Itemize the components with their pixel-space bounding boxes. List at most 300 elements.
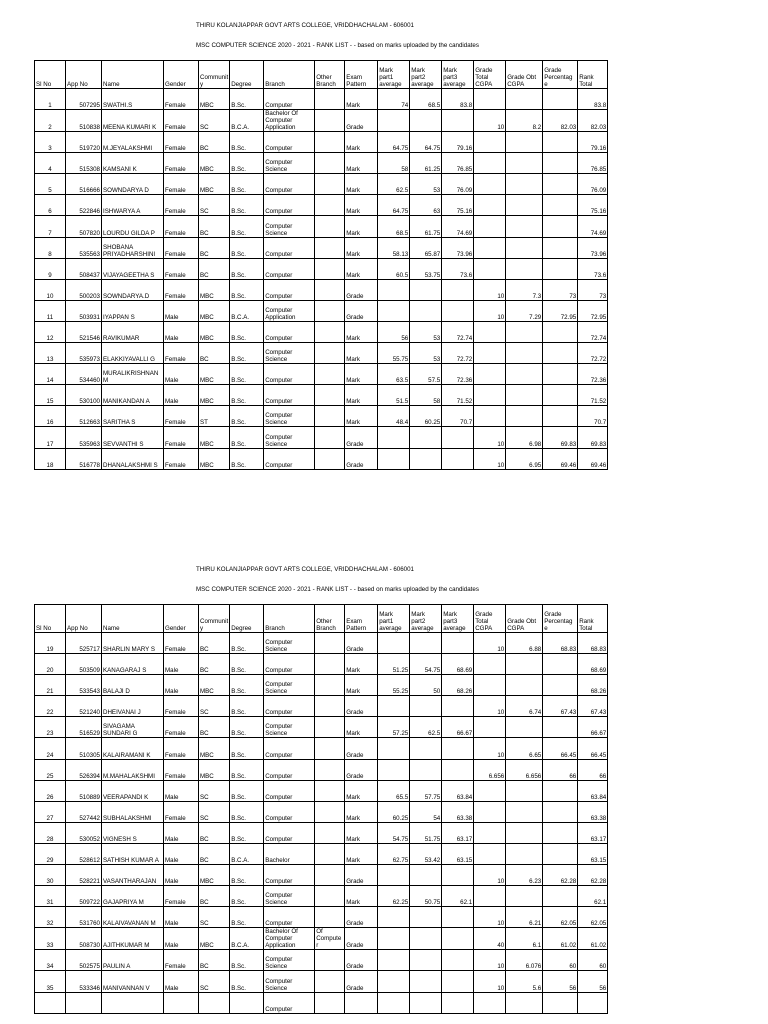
- cell-sl: 34: [35, 950, 66, 971]
- cell-other: [315, 448, 345, 469]
- cell-sl: 29: [35, 843, 66, 864]
- cell-community: BC: [199, 216, 230, 237]
- cell-m2: 58: [410, 385, 442, 406]
- cell-rank: 76.09: [578, 174, 608, 195]
- cell-rank: 75.16: [578, 195, 608, 216]
- cell-m3: [442, 992, 474, 1013]
- cell-gpct: 72.95: [543, 300, 578, 321]
- cell-degree: B.Sc.: [230, 950, 264, 971]
- cell-gobt: 6.23: [506, 865, 543, 886]
- cell-app: 530052: [66, 822, 102, 843]
- cell-gender: Female: [164, 195, 199, 216]
- cell-m1: 60.25: [378, 801, 410, 822]
- cell-gender: Male: [164, 385, 199, 406]
- cell-gobt: [506, 886, 543, 907]
- cell-community: BC: [199, 237, 230, 258]
- cell-app: 522846: [66, 195, 102, 216]
- cell-sl: 27: [35, 801, 66, 822]
- cell-gtotal: 10: [474, 448, 506, 469]
- cell-degree: B.Sc.: [230, 321, 264, 342]
- cell-degree: B.Sc.: [230, 654, 264, 675]
- cell-sl: 22: [35, 696, 66, 717]
- cell-other: [315, 89, 345, 110]
- cell-gpct: 67.43: [543, 696, 578, 717]
- table-row: [35, 174, 608, 195]
- cell-m2: 62.5: [410, 717, 442, 738]
- cell-name: GAJAPRIYA M: [102, 886, 164, 907]
- cell-community: BC: [199, 717, 230, 738]
- cell-m1: [378, 279, 410, 300]
- cell-gobt: [506, 343, 543, 364]
- cell-rank: 63.15: [578, 843, 608, 864]
- column-header-m1: Mark part1 average: [378, 61, 410, 89]
- cell-gtotal: [474, 780, 506, 801]
- cell-gpct: [543, 780, 578, 801]
- cell-rank: 76.85: [578, 153, 608, 174]
- cell-m2: 60.25: [410, 406, 442, 427]
- cell-gpct: [543, 654, 578, 675]
- cell-gtotal: [474, 132, 506, 153]
- cell-gtotal: 10: [474, 738, 506, 759]
- cell-community: BC: [199, 843, 230, 864]
- cell-branch: Computer: [264, 448, 315, 469]
- cell-gpct: 69.46: [543, 448, 578, 469]
- cell-name: DHEIVANAI J: [102, 696, 164, 717]
- cell-branch: Computer Science: [264, 971, 315, 992]
- cell-gobt: 6.95: [506, 448, 543, 469]
- cell-sl: 2: [35, 110, 66, 132]
- cell-app: 510889: [66, 780, 102, 801]
- cell-rank: 82.03: [578, 110, 608, 132]
- table-row: [35, 153, 608, 174]
- cell-app: 510305: [66, 738, 102, 759]
- cell-app: 502575: [66, 950, 102, 971]
- cell-m3: [442, 279, 474, 300]
- cell-other: [315, 759, 345, 780]
- cell-degree: B.Sc.: [230, 633, 264, 654]
- table-row: [35, 321, 608, 342]
- cell-gpct: [543, 992, 578, 1013]
- cell-gtotal: [474, 886, 506, 907]
- cell-sl: 11: [35, 300, 66, 321]
- cell-m1: [378, 738, 410, 759]
- cell-m3: 79.16: [442, 132, 474, 153]
- cell-m2: [410, 427, 442, 448]
- cell-gtotal: [474, 717, 506, 738]
- cell-app: 534460: [66, 364, 102, 385]
- cell-app: 525717: [66, 633, 102, 654]
- cell-branch: Computer: [264, 865, 315, 886]
- cell-app: 535963: [66, 427, 102, 448]
- cell-m2: [410, 950, 442, 971]
- cell-app: 509722: [66, 886, 102, 907]
- cell-gtotal: [474, 258, 506, 279]
- cell-degree: B.Sc.: [230, 759, 264, 780]
- cell-gobt: 6.076: [506, 950, 543, 971]
- cell-rank: 68.83: [578, 633, 608, 654]
- cell-degree: B.Sc.: [230, 385, 264, 406]
- cell-community: BC: [199, 822, 230, 843]
- cell-community: SC: [199, 907, 230, 928]
- cell-gpct: [543, 258, 578, 279]
- cell-m2: 53: [410, 343, 442, 364]
- header-row: [35, 605, 608, 633]
- table-row: [35, 696, 608, 717]
- cell-branch: Computer: [264, 780, 315, 801]
- cell-other: [315, 174, 345, 195]
- cell-degree: B.Sc.: [230, 971, 264, 992]
- cell-m1: 55.75: [378, 343, 410, 364]
- cell-m2: [410, 110, 442, 132]
- cell-gender: [164, 992, 199, 1013]
- cell-m2: [410, 300, 442, 321]
- table-row: [35, 279, 608, 300]
- cell-branch: Computer Science: [264, 950, 315, 971]
- cell-gender: Female: [164, 89, 199, 110]
- cell-gobt: [506, 89, 543, 110]
- cell-gpct: [543, 321, 578, 342]
- cell-branch: Computer: [264, 89, 315, 110]
- cell-app: 507820: [66, 216, 102, 237]
- cell-gobt: [506, 822, 543, 843]
- cell-app: 507295: [66, 89, 102, 110]
- cell-degree: B.Sc.: [230, 780, 264, 801]
- cell-pattern: Mark: [345, 822, 378, 843]
- cell-sl: 6: [35, 195, 66, 216]
- cell-m1: [378, 907, 410, 928]
- cell-m3: 71.52: [442, 385, 474, 406]
- cell-community: BC: [199, 886, 230, 907]
- cell-m1: [378, 865, 410, 886]
- cell-other: [315, 279, 345, 300]
- cell-gobt: 6.1: [506, 928, 543, 950]
- table-row: [35, 195, 608, 216]
- cell-m3: 76.09: [442, 174, 474, 195]
- cell-name: AJITHKUMAR M: [102, 928, 164, 950]
- cell-degree: B.Sc.: [230, 822, 264, 843]
- column-header-m3: Mark part3 average: [442, 61, 474, 89]
- cell-m2: [410, 907, 442, 928]
- cell-gpct: [543, 153, 578, 174]
- cell-gtotal: [474, 174, 506, 195]
- cell-m1: 56: [378, 321, 410, 342]
- cell-gender: Female: [164, 237, 199, 258]
- cell-app: 528221: [66, 865, 102, 886]
- cell-gender: Male: [164, 675, 199, 696]
- cell-gpct: 68.83: [543, 633, 578, 654]
- cell-gpct: [543, 385, 578, 406]
- cell-degree: B.Sc.: [230, 216, 264, 237]
- cell-name: PAULIN A: [102, 950, 164, 971]
- cell-gender: Female: [164, 279, 199, 300]
- cell-rank: 62.28: [578, 865, 608, 886]
- cell-community: BC: [199, 950, 230, 971]
- cell-other: [315, 216, 345, 237]
- cell-gobt: 6.74: [506, 696, 543, 717]
- cell-branch: Computer Science: [264, 633, 315, 654]
- cell-community: MBC: [199, 928, 230, 950]
- cell-other: Of Compute r: [315, 928, 345, 950]
- cell-gpct: 62.28: [543, 865, 578, 886]
- cell-gpct: 56: [543, 971, 578, 992]
- cell-branch: Computer: [264, 759, 315, 780]
- cell-gpct: 73: [543, 279, 578, 300]
- cell-gender: Male: [164, 971, 199, 992]
- cell-gobt: 6.98: [506, 427, 543, 448]
- cell-gender: Female: [164, 696, 199, 717]
- table-row: [35, 427, 608, 448]
- cell-other: [315, 258, 345, 279]
- cell-m2: 51.75: [410, 822, 442, 843]
- cell-rank: 73.6: [578, 258, 608, 279]
- cell-branch: Computer: [264, 907, 315, 928]
- cell-gobt: [506, 258, 543, 279]
- table-row: [35, 216, 608, 237]
- cell-gobt: [506, 717, 543, 738]
- cell-community: [199, 992, 230, 1013]
- cell-gobt: 6.656: [506, 759, 543, 780]
- cell-m1: 58.13: [378, 237, 410, 258]
- cell-other: [315, 738, 345, 759]
- table-row: [35, 907, 608, 928]
- cell-sl: 23: [35, 717, 66, 738]
- cell-name: SHOBANA PRIYADHARSHINI: [102, 237, 164, 258]
- cell-degree: B.C.A.: [230, 300, 264, 321]
- cell-pattern: [345, 992, 378, 1013]
- cell-gtotal: 10: [474, 300, 506, 321]
- cell-degree: B.Sc.: [230, 364, 264, 385]
- cell-gobt: 6.21: [506, 907, 543, 928]
- table-row: [35, 950, 608, 971]
- cell-rank: 70.7: [578, 406, 608, 427]
- column-header-pattern: Exam Pattern: [345, 61, 378, 89]
- cell-m3: 63.15: [442, 843, 474, 864]
- column-header-gobt: Grade Obt CGPA: [506, 605, 543, 633]
- cell-m3: [442, 448, 474, 469]
- cell-other: [315, 153, 345, 174]
- cell-other: [315, 971, 345, 992]
- cell-pattern: Mark: [345, 675, 378, 696]
- cell-rank: 69.83: [578, 427, 608, 448]
- cell-app: 503931: [66, 300, 102, 321]
- cell-app: 503509: [66, 654, 102, 675]
- cell-rank: 61.02: [578, 928, 608, 950]
- column-header-m3: Mark part3 average: [442, 605, 474, 633]
- cell-branch: Computer: [264, 258, 315, 279]
- column-header-gpct: Grade Percentag e: [543, 605, 578, 633]
- cell-m3: 74.69: [442, 216, 474, 237]
- cell-gpct: 60: [543, 950, 578, 971]
- cell-gender: Female: [164, 759, 199, 780]
- cell-m1: [378, 696, 410, 717]
- cell-gobt: 8.2: [506, 110, 543, 132]
- cell-m1: [378, 759, 410, 780]
- cell-m3: 70.7: [442, 406, 474, 427]
- cell-gender: Female: [164, 110, 199, 132]
- cell-rank: 68.26: [578, 675, 608, 696]
- cell-m2: [410, 279, 442, 300]
- cell-gobt: 5.6: [506, 971, 543, 992]
- cell-gender: Male: [164, 654, 199, 675]
- cell-gtotal: [474, 992, 506, 1013]
- cell-m1: [378, 300, 410, 321]
- cell-degree: B.Sc.: [230, 195, 264, 216]
- cell-m3: 75.16: [442, 195, 474, 216]
- column-header-gtotal: Grade Total CGPA: [474, 605, 506, 633]
- column-header-name: Name: [102, 605, 164, 633]
- cell-name: M.JEYALAKSHMI: [102, 132, 164, 153]
- cell-name: SARITHA S: [102, 406, 164, 427]
- cell-pattern: Mark: [345, 886, 378, 907]
- cell-rank: 62.1: [578, 886, 608, 907]
- cell-m2: 57.75: [410, 780, 442, 801]
- cell-app: 535973: [66, 343, 102, 364]
- cell-gtotal: 10: [474, 971, 506, 992]
- cell-m1: 62.75: [378, 843, 410, 864]
- column-header-m1: Mark part1 average: [378, 605, 410, 633]
- rank-list-title: MSC COMPUTER SCIENCE 2020 - 2021 - RANK LIST - - based on marks uploaded by the candidates: [196, 42, 479, 49]
- cell-pattern: Mark: [345, 780, 378, 801]
- table-row: [35, 780, 608, 801]
- cell-other: [315, 110, 345, 132]
- cell-m2: 61.25: [410, 153, 442, 174]
- table-row: [35, 992, 608, 1013]
- cell-other: [315, 801, 345, 822]
- cell-sl: 19: [35, 633, 66, 654]
- cell-branch: Computer Science: [264, 343, 315, 364]
- cell-gender: Female: [164, 801, 199, 822]
- cell-name: SATHISH KUMAR A: [102, 843, 164, 864]
- cell-other: [315, 843, 345, 864]
- cell-pattern: Grade: [345, 971, 378, 992]
- cell-gtotal: 6.656: [474, 759, 506, 780]
- cell-gtotal: [474, 654, 506, 675]
- cell-app: 515308: [66, 153, 102, 174]
- cell-degree: B.Sc.: [230, 427, 264, 448]
- table-row: [35, 865, 608, 886]
- cell-m1: 64.75: [378, 195, 410, 216]
- cell-gender: Female: [164, 216, 199, 237]
- cell-community: SC: [199, 110, 230, 132]
- cell-sl: 13: [35, 343, 66, 364]
- cell-pattern: Grade: [345, 427, 378, 448]
- cell-community: MBC: [199, 279, 230, 300]
- cell-m3: [442, 110, 474, 132]
- cell-m2: 68.5: [410, 89, 442, 110]
- cell-gpct: [543, 343, 578, 364]
- cell-name: SWATHI.S: [102, 89, 164, 110]
- cell-name: ELAKKIYAVALLI G: [102, 343, 164, 364]
- cell-gtotal: [474, 801, 506, 822]
- cell-gpct: [543, 132, 578, 153]
- table-row: [35, 110, 608, 132]
- cell-gender: Female: [164, 633, 199, 654]
- cell-community: BC: [199, 654, 230, 675]
- cell-m3: 63.38: [442, 801, 474, 822]
- table-row: [35, 448, 608, 469]
- column-header-pattern: Exam Pattern: [345, 605, 378, 633]
- cell-name: MURALIKRISHNAN M: [102, 364, 164, 385]
- cell-name: BALAJI D: [102, 675, 164, 696]
- cell-rank: 74.69: [578, 216, 608, 237]
- cell-branch: Bachelor Of Computer Application: [264, 928, 315, 950]
- column-header-app: App No: [66, 605, 102, 633]
- column-header-rank: Rank Total: [578, 61, 608, 89]
- cell-pattern: Mark: [345, 321, 378, 342]
- cell-m3: [442, 865, 474, 886]
- cell-community: SC: [199, 801, 230, 822]
- cell-sl: 31: [35, 886, 66, 907]
- cell-community: SC: [199, 971, 230, 992]
- cell-gtotal: [474, 195, 506, 216]
- cell-gpct: [543, 195, 578, 216]
- cell-branch: Computer: [264, 174, 315, 195]
- college-title: THIRU KOLANJIAPPAR GOVT ARTS COLLEGE, VRIDDHACHALAM - 606001: [196, 22, 415, 29]
- cell-community: MBC: [199, 89, 230, 110]
- cell-pattern: Mark: [345, 195, 378, 216]
- cell-branch: Computer: [264, 279, 315, 300]
- column-header-branch: Branch: [264, 605, 315, 633]
- rank-table: [34, 604, 608, 1014]
- cell-sl: 24: [35, 738, 66, 759]
- cell-rank: 63.38: [578, 801, 608, 822]
- rank-table: [34, 60, 608, 470]
- cell-branch: Computer: [264, 385, 315, 406]
- cell-other: [315, 237, 345, 258]
- cell-gender: Male: [164, 822, 199, 843]
- cell-m1: [378, 971, 410, 992]
- cell-sl: 15: [35, 385, 66, 406]
- cell-m1: 62.25: [378, 886, 410, 907]
- cell-other: [315, 696, 345, 717]
- cell-sl: 28: [35, 822, 66, 843]
- cell-pattern: Grade: [345, 738, 378, 759]
- cell-m3: 62.1: [442, 886, 474, 907]
- cell-m3: 68.69: [442, 654, 474, 675]
- cell-app: 530100: [66, 385, 102, 406]
- cell-branch: Computer: [264, 195, 315, 216]
- cell-gender: Female: [164, 448, 199, 469]
- column-header-gender: Gender: [164, 61, 199, 89]
- cell-app: 528612: [66, 843, 102, 864]
- cell-m2: 53.42: [410, 843, 442, 864]
- cell-app: 535563: [66, 237, 102, 258]
- cell-app: 516778: [66, 448, 102, 469]
- cell-name: MEENA KUMARI K: [102, 110, 164, 132]
- cell-rank: 83.8: [578, 89, 608, 110]
- cell-degree: B.Sc.: [230, 279, 264, 300]
- cell-branch: Computer Science: [264, 406, 315, 427]
- cell-branch: Computer: [264, 654, 315, 675]
- cell-gtotal: [474, 822, 506, 843]
- cell-m2: [410, 696, 442, 717]
- cell-gobt: [506, 153, 543, 174]
- cell-rank: 72.72: [578, 343, 608, 364]
- cell-m1: [378, 448, 410, 469]
- column-header-branch: Branch: [264, 61, 315, 89]
- cell-pattern: Mark: [345, 237, 378, 258]
- cell-gtotal: [474, 675, 506, 696]
- column-header-gender: Gender: [164, 605, 199, 633]
- cell-gtotal: 10: [474, 633, 506, 654]
- cell-name: MANIKANDAN A: [102, 385, 164, 406]
- cell-rank: 73.96: [578, 237, 608, 258]
- cell-name: SHARLIN MARY S: [102, 633, 164, 654]
- cell-gender: Male: [164, 321, 199, 342]
- cell-m3: 72.36: [442, 364, 474, 385]
- cell-app: 508730: [66, 928, 102, 950]
- cell-m1: 63.5: [378, 364, 410, 385]
